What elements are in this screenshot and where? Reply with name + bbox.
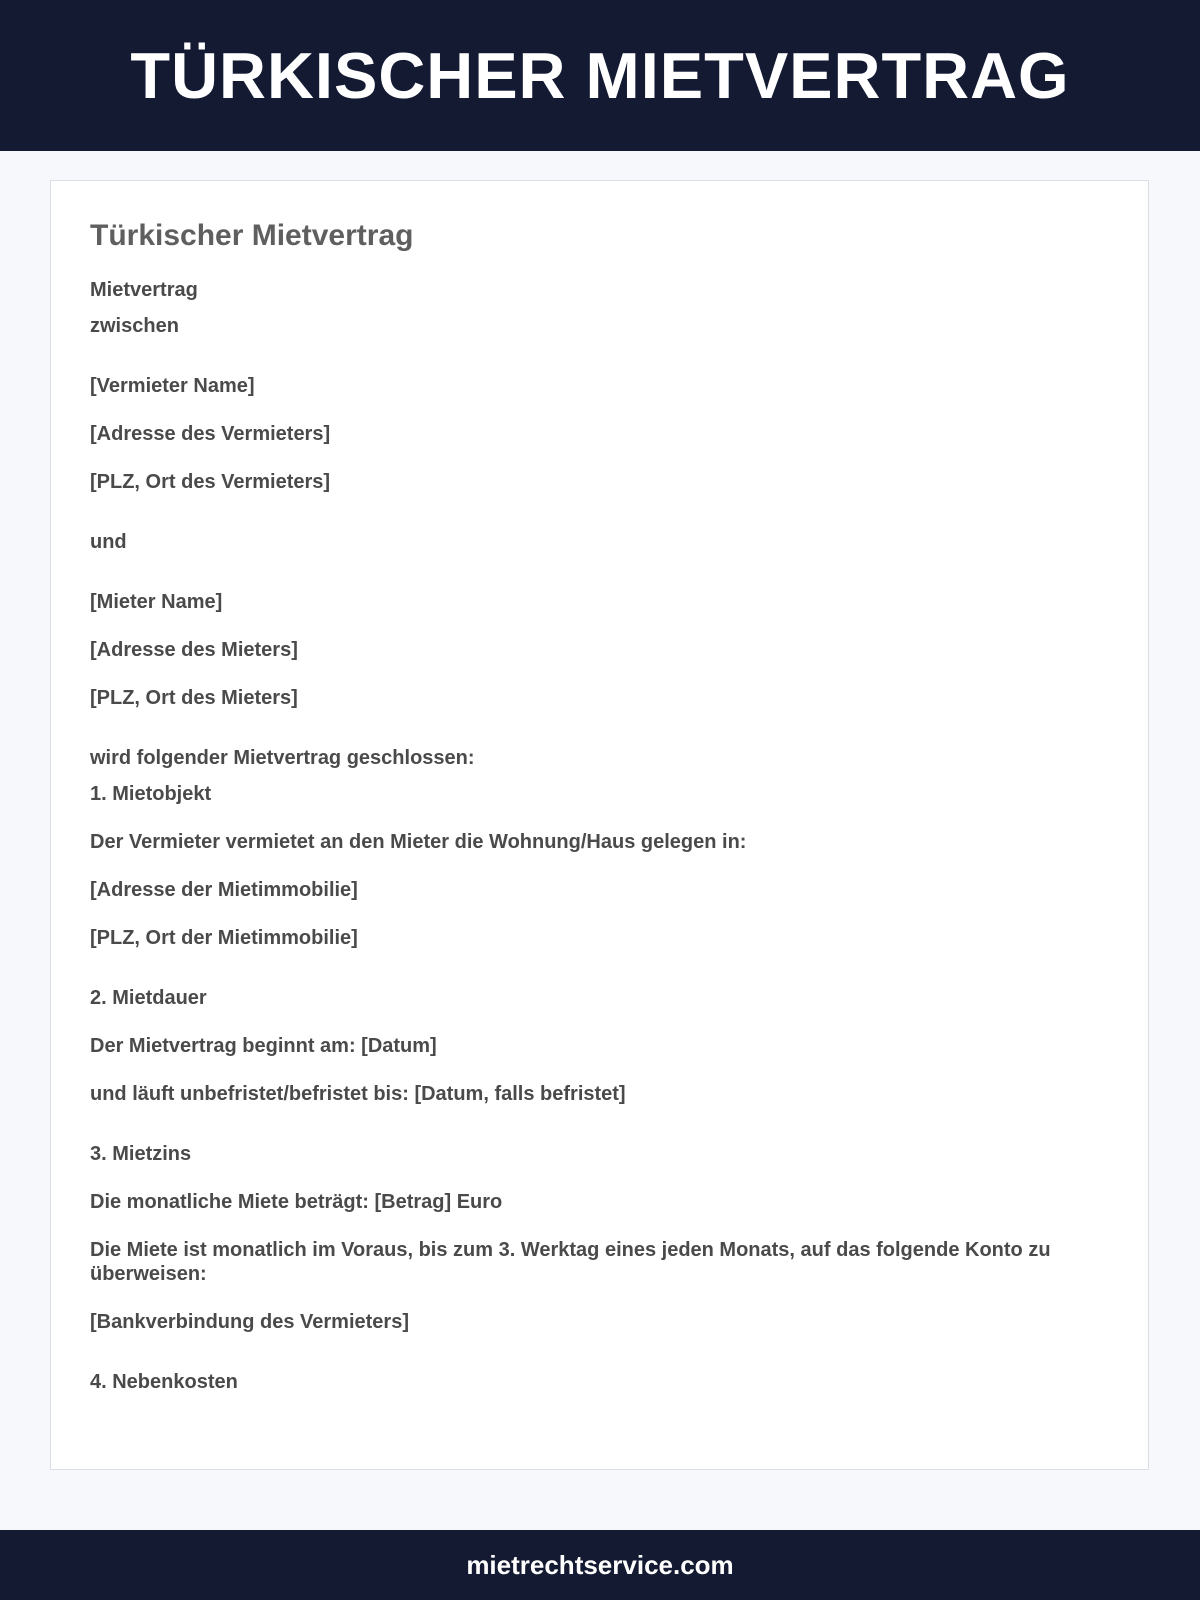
landlord-address: [Adresse des Vermieters]	[90, 423, 331, 445]
doc-line-mietvertrag: Mietvertrag	[90, 279, 198, 301]
document-card	[50, 180, 1149, 1470]
doc-line-zwischen: zwischen	[90, 315, 179, 337]
doc-line-mietobjekt-text: Der Vermieter vermietet an den Mieter die Wohnung/Haus gelegen in:	[90, 831, 747, 853]
document-heading: Türkischer Mietvertrag	[90, 219, 414, 252]
site-header	[0, 0, 1200, 151]
tenant-name: [Mieter Name]	[90, 591, 223, 613]
doc-line-und: und	[90, 531, 127, 553]
doc-line-intro: wird folgender Mietvertrag geschlossen:	[90, 747, 475, 769]
doc-line-rent-amount: Die monatliche Miete beträgt: [Betrag] Euro	[90, 1191, 503, 1213]
section-heading-mietobjekt: 1. Mietobjekt	[90, 783, 212, 805]
landlord-city: [PLZ, Ort des Vermieters]	[90, 471, 331, 493]
page-title: TÜRKISCHER MIETVERTRAG	[130, 39, 1070, 112]
tenant-city: [PLZ, Ort des Mieters]	[90, 687, 298, 709]
property-address: [Adresse der Mietimmobilie]	[90, 879, 358, 901]
site-footer	[0, 1530, 1200, 1600]
section-heading-mietzins: 3. Mietzins	[90, 1143, 192, 1165]
doc-line-end-date: und läuft unbefristet/befristet bis: [Datum, falls befristet]	[90, 1083, 626, 1105]
footer-site-name: mietrechtservice.com	[466, 1549, 734, 1580]
tenant-address: [Adresse des Mieters]	[90, 639, 298, 661]
landlord-name: [Vermieter Name]	[90, 375, 255, 397]
doc-line-start-date: Der Mietvertrag beginnt am: [Datum]	[90, 1035, 437, 1057]
doc-line-payment-terms: Die Miete ist monatlich im Voraus, bis zum 3. Werktag eines jeden Monats, auf das folgende Konto zu überweisen:	[90, 1239, 1051, 1285]
landlord-bank-details: [Bankverbindung des Vermieters]	[90, 1311, 409, 1333]
section-heading-nebenkosten: 4. Nebenkosten	[90, 1371, 238, 1393]
section-heading-mietdauer: 2. Mietdauer	[90, 987, 207, 1009]
property-city: [PLZ, Ort der Mietimmobilie]	[90, 927, 358, 949]
